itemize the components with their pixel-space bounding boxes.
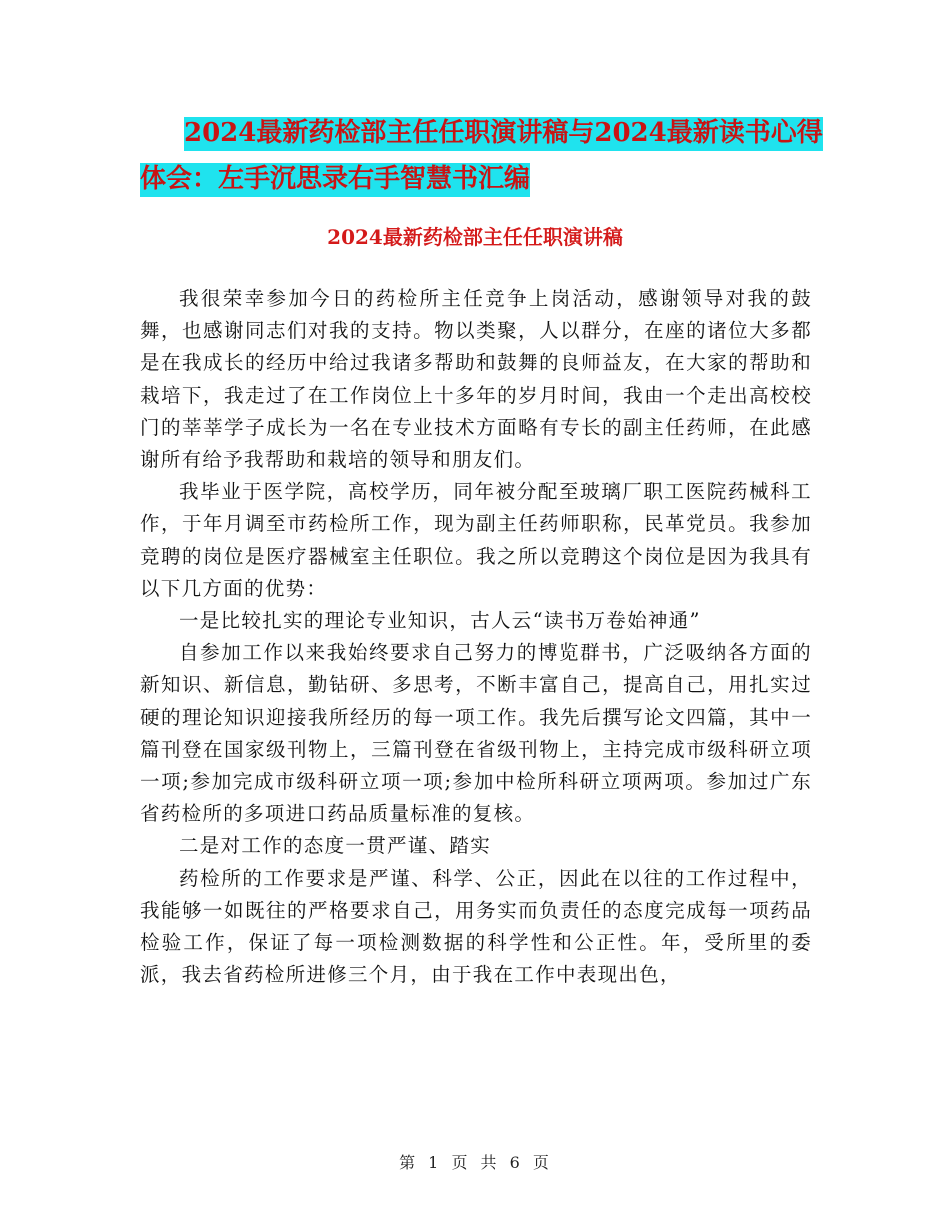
paragraph: 我很荣幸参加今日的药检所主任竞争上岗活动，感谢领导对我的鼓舞，也感谢同志们对我的支持。物以类聚，人以群分，在座的诸位大多都是在我成长的经历中给过我诸多帮助和鼓舞的良师益友，在大家的帮助和栽培下，我走过了在工作岗位上十多年的岁月时间，我由一个走出高校校门的莘莘学子成长为一名在专业技术方面略有专长的副主任药师，在此感谢所有给予我帮助和栽培的领导和朋友们。 <box>140 287 812 472</box>
paragraph: 一是比较扎实的理论专业知识，古人云“读书万卷始神通” <box>179 609 701 633</box>
document-title-line-2: 体会：左手沉思录右手智慧书汇编 <box>140 163 530 197</box>
paragraph: 自参加工作以来我始终要求自己努力的博览群书，广泛吸纳各方面的新知识、新信息，勤钻研、多思考，不断丰富自己，提高自己，用扎实过硬的理论知识迎接我所经历的每一项工作。我先后撰写论文四篇，其中一篇刊登在国家级刊物上，三篇刊登在省级刊物上，主持完成市级科研立项一项;参加完成市级科研立项一项;参加中检所科研立项两项。参加过广东省药检所的多项进口药品质量标准的复核。 <box>140 641 812 826</box>
document-title <box>140 110 823 202</box>
document-title-line-1: 2024最新药检部主任任职演讲稿与2024最新读书心得 <box>184 117 823 151</box>
paragraph: 我毕业于医学院，高校学历，同年被分配至玻璃厂职工医院药械科工作，于年月调至市药检所工作，现为副主任药师职称，民革党员。我参加竞聘的岗位是医疗器械室主任职位。我之所以竞聘这个岗位是因为我具有以下几方面的优势： <box>140 480 812 600</box>
paragraph: 二是对工作的态度一贯严谨、踏实 <box>179 834 492 858</box>
document-body <box>140 283 812 991</box>
paragraph: 药检所的工作要求是严谨、科学、公正，因此在以往的工作过程中，我能够一如既往的严格要求自己，用务实而负责任的态度完成每一项药品检验工作，保证了每一项检测数据的科学性和公正性。年，受所里的委派，我去省药检所进修三个月，由于我在工作中表现出色， <box>140 866 812 987</box>
section-heading: 2024最新药检部主任任职演讲稿 <box>327 225 623 249</box>
page-footer: 第 1 页 共 6 页 <box>399 1153 551 1172</box>
